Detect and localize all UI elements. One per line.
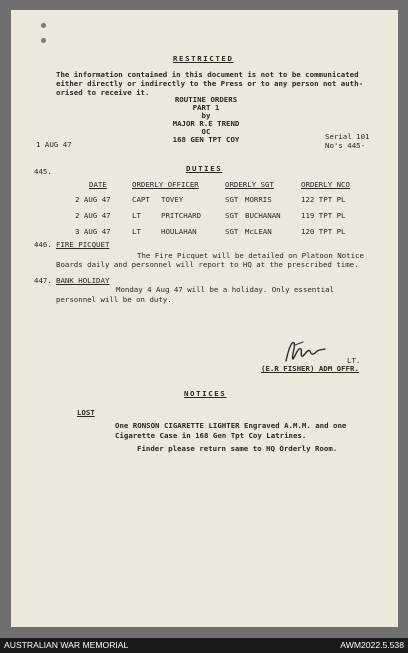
lost-heading: LOST: [77, 408, 95, 417]
orders-unit: 168 GEN TPT COY: [172, 135, 240, 144]
orders-issuer: MAJOR R.E TREND: [172, 119, 240, 128]
col-orderly-nco: ORDERLY NCO: [301, 180, 350, 189]
bank-holiday-heading: BANK HOLIDAY: [56, 276, 110, 285]
row-sgt-rank: SGT: [225, 211, 239, 220]
row-sgt: McLEAN: [245, 227, 272, 236]
lost-line-1: One RONSON CIGARETTE LIGHTER Engraved A.M.M. and one: [115, 421, 347, 430]
row-officer-rank: LT: [132, 227, 141, 236]
notice-line-2: either directly or indirectly to the Press or to any person not auth-: [56, 79, 364, 88]
fire-picquet-heading: FIRE PICQUET: [56, 240, 110, 249]
signatory-rank: LT.: [347, 356, 361, 365]
bank-holiday-line-1: Monday 4 Aug 47 will be a holiday. Only essential: [116, 285, 335, 294]
fire-picquet-line-1: The Fire Picquet will be detailed on Platoon Notice: [137, 251, 364, 260]
col-date: DATE: [89, 180, 107, 189]
orders-date: 1 AUG 47: [36, 140, 72, 149]
row-sgt-rank: SGT: [225, 227, 239, 236]
row-sgt: MORRIS: [245, 195, 272, 204]
signatory-name: (E.R FISHER) ADM OFFR.: [261, 364, 359, 373]
notices-heading: NOTICES: [184, 389, 227, 398]
row-officer: PRITCHARD: [161, 211, 202, 220]
fire-picquet-number: 446.: [34, 240, 52, 249]
row-nco: 122 TPT PL: [301, 195, 346, 204]
notice-line-3: orised to receive it.: [56, 88, 150, 97]
row-officer: TOVEY: [161, 195, 184, 204]
row-officer: HOULAHAN: [161, 227, 197, 236]
bank-holiday-line-2: personnel will be on duty.: [56, 295, 172, 304]
orders-issuer-title: OC: [201, 127, 211, 136]
row-officer-rank: LT: [132, 211, 141, 220]
bank-holiday-number: 447.: [34, 276, 52, 285]
col-orderly-officer: ORDERLY OFFICER: [132, 180, 199, 189]
punch-hole-bottom: [41, 38, 46, 43]
row-date: 2 AUG 47: [75, 211, 111, 220]
footer-institution: AUSTRALIAN WAR MEMORIAL: [4, 640, 129, 650]
lost-line-2: Cigarette Case in 168 Gen Tpt Coy Latrines.: [115, 431, 307, 440]
row-nco: 119 TPT PL: [301, 211, 346, 220]
handwritten-signature: [283, 337, 331, 367]
order-numbers: No's 445-: [325, 141, 366, 150]
col-orderly-sgt: ORDERLY SGT: [225, 180, 274, 189]
lost-line-3: Finder please return same to HQ Orderly Room.: [137, 444, 338, 453]
serial-number: Serial 101: [325, 132, 370, 141]
row-date: 3 AUG 47: [75, 227, 111, 236]
duties-heading: DUTIES: [186, 164, 223, 173]
row-officer-rank: CAPT: [132, 195, 150, 204]
notice-line-1: The information contained in this document is not to be communicated: [56, 70, 359, 79]
archive-footer: [0, 638, 408, 653]
row-date: 2 AUG 47: [75, 195, 111, 204]
orders-title: ROUTINE ORDERS: [174, 95, 238, 104]
row-sgt-rank: SGT: [225, 195, 239, 204]
footer-accession-number: AWM2022.5.538: [340, 640, 404, 650]
row-nco: 120 TPT PL: [301, 227, 346, 236]
row-sgt: BUCHANAN: [245, 211, 281, 220]
orders-part: PART 1: [192, 103, 220, 112]
duties-number: 445.: [34, 167, 52, 176]
punch-hole-top: [41, 23, 46, 28]
fire-picquet-line-2: Boards daily and personnel will report to HQ at the prescribed time.: [56, 260, 359, 269]
orders-by: by: [201, 111, 211, 120]
classification-heading: RESTRICTED: [173, 54, 234, 63]
document-page: [11, 10, 398, 627]
